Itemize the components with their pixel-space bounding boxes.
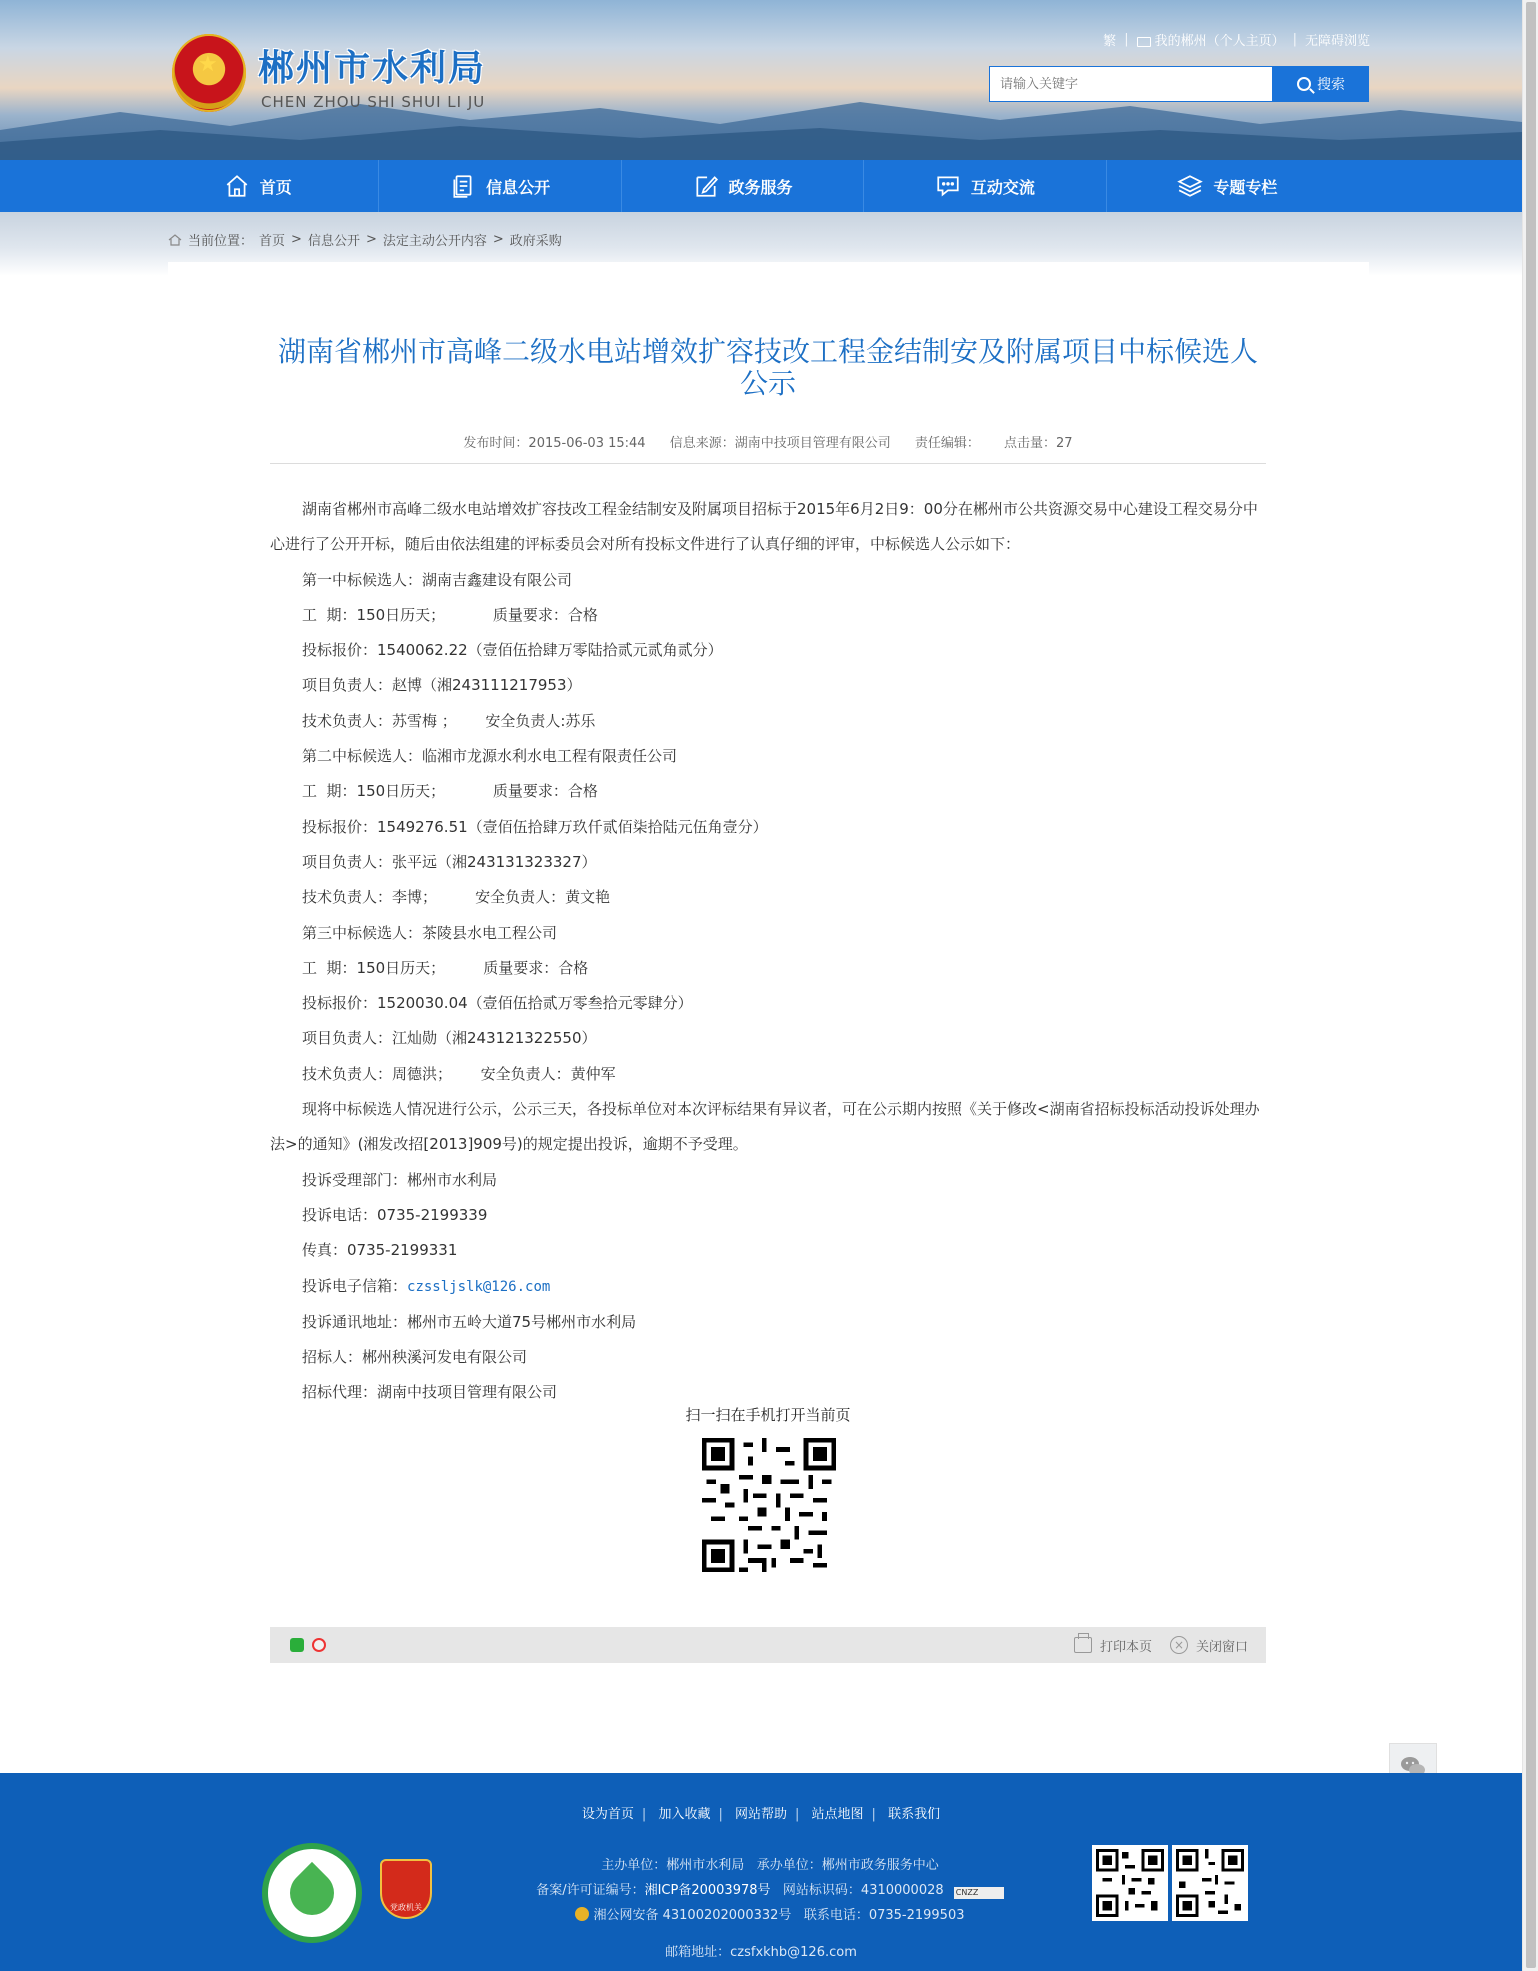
nav-label: 首页 bbox=[259, 177, 292, 197]
article-body bbox=[270, 492, 1266, 1411]
monitor-icon bbox=[1137, 37, 1151, 47]
nav-item-gov-services[interactable] bbox=[622, 160, 864, 212]
paragraph: 投诉受理部门：郴州市水利局 bbox=[302, 1170, 498, 1189]
contact-phone: 联系电话：0735-2199503 bbox=[803, 1908, 965, 1923]
search-icon bbox=[1297, 77, 1311, 91]
party-gov-badge-label: 党政机关 bbox=[390, 1903, 422, 1912]
close-label: 关闭窗口 bbox=[1195, 1639, 1248, 1655]
paragraph: 招标代理：湖南中技项目管理有限公司 bbox=[302, 1383, 558, 1402]
footer-mail: 邮箱地址：czsfxkhb@126.com bbox=[665, 1945, 857, 1960]
site-header bbox=[0, 0, 1522, 160]
footer-link-set-homepage[interactable]: 设为首页 bbox=[581, 1807, 634, 1822]
paragraph: 投标报价：1520030.04（壹佰伍拾贰万零叁拾元零肆分） bbox=[302, 994, 693, 1013]
print-icon bbox=[1074, 1637, 1092, 1653]
divider: | bbox=[718, 1807, 723, 1822]
editor: 责任编辑： bbox=[914, 436, 980, 451]
paragraph: 传真：0735-2199331 bbox=[302, 1241, 458, 1260]
footer-links bbox=[0, 1803, 1522, 1822]
chat-icon bbox=[935, 173, 961, 199]
paragraph: 第三中标候选人：茶陵县水电工程公司 bbox=[302, 923, 558, 942]
paragraph: 投诉通讯地址：郴州市五岭大道75号郴州市水利局 bbox=[302, 1312, 637, 1331]
home-icon bbox=[224, 173, 250, 199]
nav-label: 专题专栏 bbox=[1213, 177, 1278, 197]
scrollbar-thumb[interactable] bbox=[1526, 2, 1536, 1968]
footer-qr-code-2 bbox=[1172, 1845, 1248, 1921]
divider: | bbox=[795, 1807, 800, 1822]
main-nav bbox=[0, 160, 1522, 212]
nav-label: 政务服务 bbox=[728, 177, 793, 197]
paragraph: 项目负责人：江灿勋（湘243121322550） bbox=[302, 1029, 597, 1048]
footer-undertaker: 承办单位：郴州市政务服务中心 bbox=[756, 1858, 939, 1873]
breadcrumb-separator: > bbox=[492, 232, 504, 247]
breadcrumb-prefix: 当前位置： bbox=[188, 234, 254, 249]
home-icon bbox=[168, 234, 182, 246]
publish-time: 发布时间：2015-06-03 15:44 bbox=[463, 436, 646, 451]
traditional-chinese-link[interactable]: 繁 bbox=[1103, 34, 1117, 49]
footer-link-contact[interactable]: 联系我们 bbox=[888, 1807, 941, 1822]
paragraph: 工 期：150日历天； 质量要求：合格 bbox=[302, 782, 598, 801]
paragraph: 投标报价：1549276.51（壹佰伍拾肆万玖仟贰佰柒拾陆元伍角壹分） bbox=[302, 817, 768, 836]
print-button[interactable] bbox=[1074, 1636, 1152, 1655]
close-window-button[interactable] bbox=[1170, 1636, 1248, 1655]
breadcrumb-info-disclosure[interactable]: 信息公开 bbox=[307, 234, 360, 249]
divider: | bbox=[871, 1807, 876, 1822]
site-footer bbox=[0, 1773, 1522, 1971]
nav-label: 信息公开 bbox=[486, 177, 551, 197]
footer-host: 主办单位：郴州市水利局 bbox=[601, 1858, 745, 1873]
my-homepage-label: 我的郴州（个人主页） bbox=[1154, 34, 1285, 49]
email-link[interactable]: czssljslk@126.com bbox=[407, 1278, 551, 1295]
paragraph: 现将中标候选人情况进行公示，公示三天，各投标单位对本次评标结果有异议者，可在公示期内按照《关于修改<湖南省招标投标活动投诉处理办法>的通知》(湘发改招[2013]909号)的规定提出投诉，逾期不予受理。 bbox=[270, 1100, 1260, 1154]
site-code: 网站标识码：4310000028 bbox=[782, 1883, 944, 1898]
breadcrumb-separator: > bbox=[291, 232, 302, 247]
paragraph: 技术负责人：李博； 安全负责人：黄文艳 bbox=[302, 888, 611, 907]
page-scrollbar[interactable] bbox=[1522, 0, 1538, 1971]
email-paragraph bbox=[270, 1269, 1266, 1305]
party-gov-badge[interactable] bbox=[380, 1859, 432, 1919]
icp-label: 备案/许可证编号： bbox=[536, 1883, 645, 1898]
civilized-website-badge[interactable] bbox=[262, 1843, 362, 1943]
search-button[interactable] bbox=[1273, 66, 1369, 102]
divider: | bbox=[1124, 32, 1129, 47]
footer-link-sitemap[interactable]: 站点地图 bbox=[811, 1807, 864, 1822]
article-meta bbox=[270, 432, 1266, 451]
page-qr-code bbox=[702, 1438, 836, 1572]
search-input[interactable] bbox=[989, 66, 1273, 102]
cnzz-stat-icon[interactable]: CNZZ bbox=[954, 1887, 1004, 1899]
article-title: 湖南省郴州市高峰二级水电站增效扩容技改工程金结制安及附属项目中标候选人公示 bbox=[277, 335, 1258, 400]
divider: | bbox=[641, 1807, 647, 1822]
paragraph: 项目负责人：赵博（湘243111217953） bbox=[302, 676, 582, 695]
divider: | bbox=[1292, 32, 1297, 47]
nav-item-special-topics[interactable] bbox=[1107, 160, 1348, 212]
breadcrumb-gov-procurement[interactable]: 政府采购 bbox=[509, 234, 562, 249]
star-icon: ★ bbox=[198, 52, 218, 77]
nav-item-interaction[interactable] bbox=[864, 160, 1106, 212]
paragraph: 投标报价：1540062.22（壹佰伍拾肆万零陆拾贰元贰角贰分） bbox=[302, 641, 723, 660]
hit-count: 点击量：27 bbox=[1004, 436, 1073, 451]
paragraph: 招标人：郴州秧溪河发电有限公司 bbox=[302, 1348, 528, 1367]
nav-label: 互动交流 bbox=[970, 177, 1035, 197]
paragraph: 项目负责人：张平远（湘243131323327） bbox=[302, 852, 597, 871]
nav-item-home[interactable] bbox=[137, 160, 379, 212]
divider bbox=[270, 463, 1266, 464]
edit-icon bbox=[693, 173, 719, 199]
paragraph: 技术负责人：周德洪； 安全负责人：黄仲军 bbox=[302, 1064, 616, 1083]
breadcrumb-separator: > bbox=[365, 232, 377, 247]
police-badge-icon bbox=[575, 1907, 589, 1921]
layers-icon bbox=[1177, 173, 1203, 199]
breadcrumb-statutory-content[interactable]: 法定主动公开内容 bbox=[382, 234, 487, 249]
footer-qr-code bbox=[1092, 1845, 1168, 1921]
print-label: 打印本页 bbox=[1099, 1639, 1152, 1655]
site-title[interactable]: 郴州市水利局 bbox=[258, 48, 487, 89]
paragraph: 工 期：150日历天； 质量要求：合格 bbox=[302, 605, 598, 624]
wechat-share-icon[interactable] bbox=[290, 1638, 304, 1652]
site-subtitle: CHEN ZHOU SHI SHUI LI JU bbox=[261, 93, 486, 111]
close-icon: × bbox=[1170, 1636, 1188, 1654]
email-label: 投诉电子信箱： bbox=[302, 1276, 408, 1295]
footer-link-help[interactable]: 网站帮助 bbox=[734, 1807, 787, 1822]
footer-host-line bbox=[480, 1853, 1060, 1878]
weibo-share-icon[interactable] bbox=[312, 1638, 326, 1652]
top-links bbox=[1103, 30, 1370, 49]
info-source: 信息来源：湖南中技项目管理有限公司 bbox=[669, 436, 891, 451]
footer-link-favorites[interactable]: 加入收藏 bbox=[658, 1807, 711, 1822]
paragraph: 工 期：150日历天； 质量要求：合格 bbox=[302, 958, 589, 977]
search-button-label: 搜索 bbox=[1317, 77, 1345, 93]
leaf-icon bbox=[281, 1862, 343, 1924]
article-toolbar bbox=[270, 1627, 1266, 1663]
footer-icp-line bbox=[480, 1878, 1060, 1903]
footer-police-line bbox=[480, 1903, 1060, 1928]
document-icon bbox=[450, 173, 476, 199]
breadcrumb bbox=[168, 230, 562, 249]
search-box bbox=[989, 66, 1369, 102]
paragraph: 湖南省郴州市高峰二级水电站增效扩容技改工程金结制安及附属项目招标于2015年6月2日9：00分在郴州市公共资源交易中心建设工程交易分中心进行了公开开标，随后由依法组建的评标委员会对所有投标文件进行了认真仔细的评审，中标候选人公示如下： bbox=[270, 500, 1258, 554]
breadcrumb-home[interactable]: 首页 bbox=[259, 234, 286, 249]
nav-item-info-disclosure[interactable] bbox=[379, 160, 621, 212]
paragraph: 第一中标候选人：湖南吉鑫建设有限公司 bbox=[302, 570, 573, 589]
national-emblem-logo bbox=[172, 34, 246, 112]
qr-label: 扫一扫在手机打开当前页 bbox=[685, 1406, 851, 1424]
paragraph: 技术负责人：苏雪梅 ； 安全负责人:苏乐 bbox=[302, 711, 596, 730]
paragraph: 投诉电话：0735-2199339 bbox=[302, 1205, 488, 1224]
icp-link[interactable]: 湘ICP备20003978号 bbox=[644, 1883, 771, 1898]
accessibility-link[interactable]: 无障碍浏览 bbox=[1304, 34, 1370, 49]
footer-info bbox=[480, 1853, 1060, 1928]
police-record[interactable]: 湘公网安备 43100202000332号 bbox=[593, 1908, 792, 1923]
my-homepage-link[interactable] bbox=[1137, 30, 1285, 49]
paragraph: 第二中标候选人：临湘市龙源水利水电工程有限责任公司 bbox=[302, 747, 678, 766]
